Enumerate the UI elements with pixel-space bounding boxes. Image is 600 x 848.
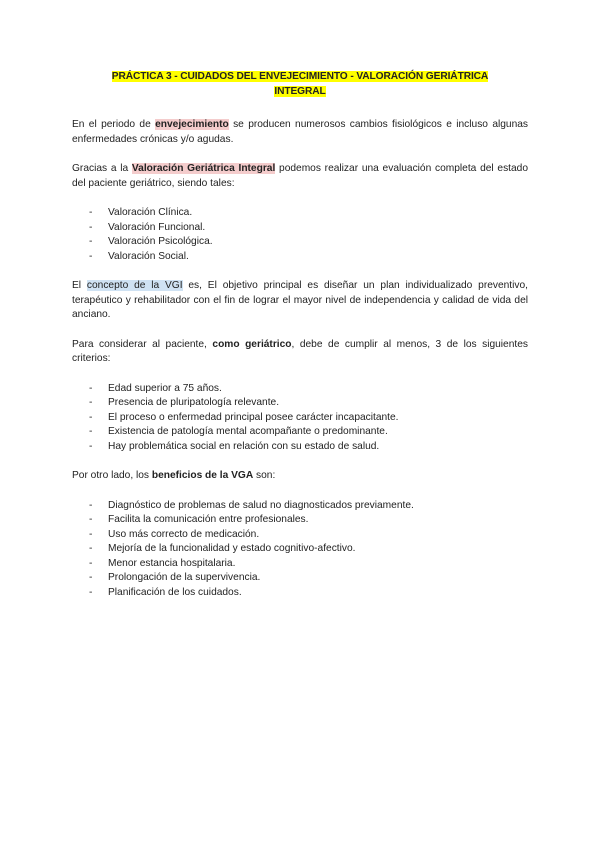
dash-mark: - (89, 382, 93, 394)
dash-mark: - (89, 557, 93, 569)
list-valoraciones (72, 206, 528, 264)
p4-post: , debe de cumplir al menos, 3 de los siguientes criterios: (72, 338, 528, 364)
dash-mark: - (89, 397, 93, 408)
list-item-text: Existencia de patología mental acompañante o predominante. (108, 426, 388, 437)
list-item (72, 206, 528, 221)
list-item-text: El proceso o enfermedad principal posee carácter incapacitante. (108, 411, 399, 423)
list-item (72, 542, 528, 557)
dash-mark: - (89, 411, 93, 423)
list-item-text: Facilita la comunicación entre profesionales. (108, 514, 309, 525)
dash-mark: - (89, 543, 93, 554)
list-item-text: Diagnóstico de problemas de salud no diagnosticados previamente. (108, 499, 414, 511)
dash-mark: - (89, 440, 93, 452)
list-item-text: Hay problemática social en relación con su estado de salud. (108, 440, 380, 452)
bold-beneficios: beneficios de la VGA (151, 470, 254, 481)
highlight-vgi: Valoración Geriátrica Integral (131, 163, 276, 174)
p3-pre: El (72, 280, 87, 291)
dash-mark: - (89, 250, 93, 262)
list-item-text: Planificación de los cuidados. (108, 586, 242, 598)
dash-mark: - (89, 499, 93, 511)
highlight-envejecimiento: envejecimiento (155, 119, 229, 130)
title-line-2: INTEGRAL (274, 86, 326, 97)
p4-pre: Para considerar al paciente, (72, 338, 213, 350)
list-item (72, 382, 528, 397)
list-item (72, 250, 528, 265)
title-line-1: PRÁCTICA 3 - CUIDADOS DEL ENVEJECIMIENTO - VALORACIÓN GERIÁTRICA (111, 71, 489, 82)
dash-mark: - (89, 586, 93, 598)
list-item-text: Mejoría de la funcionalidad y estado cognitivo-afectivo. (108, 543, 356, 554)
paragraph-vgi-intro (72, 162, 528, 191)
list-item (72, 396, 528, 411)
paragraph-concepto-vgi (72, 279, 528, 323)
list-item-text: Prolongación de la supervivencia. (108, 572, 261, 583)
list-item-text: Uso más correcto de medicación. (108, 528, 260, 540)
list-item (72, 586, 528, 601)
paragraph-envejecimiento (72, 118, 528, 147)
dash-mark: - (89, 236, 93, 247)
dash-mark: - (89, 221, 93, 233)
list-item (72, 528, 528, 543)
list-item-text: Valoración Clínica. (108, 207, 193, 218)
p3-post: es, El objetivo principal es diseñar un plan individualizado preventivo, terapéutico y rehabilitador con el fin de lograr el mayor nivel de independencia y calidad de vida del anciano. (72, 280, 528, 320)
p5-post: son: (253, 470, 276, 481)
dash-mark: - (89, 514, 93, 525)
p1-pre: En el periodo de (72, 119, 156, 130)
list-item (72, 425, 528, 440)
list-beneficios (72, 499, 528, 601)
dash-mark: - (89, 528, 93, 540)
list-item-text: Valoración Funcional. (108, 221, 206, 233)
list-item (72, 499, 528, 514)
list-item-text: Menor estancia hospitalaria. (108, 557, 236, 569)
paragraph-criterios (72, 338, 528, 367)
list-item (72, 571, 528, 586)
list-item-text: Presencia de pluripatología relevante. (108, 397, 280, 408)
list-item (72, 221, 528, 236)
p5-pre: Por otro lado, los (72, 470, 152, 481)
list-criterios (72, 382, 528, 455)
list-item-text: Valoración Psicológica. (108, 236, 213, 247)
bold-como-geriatrico: como geriátrico (212, 338, 292, 350)
p1-post: se producen numerosos cambios fisiológicos e incluso algunas enfermedades crónicas y/o agudas. (72, 119, 529, 145)
paragraph-beneficios (72, 469, 528, 484)
list-item (72, 235, 528, 250)
page-title (72, 69, 528, 99)
highlight-concepto: concepto de la VGI (86, 280, 183, 291)
list-item (72, 557, 528, 572)
dash-mark: - (89, 572, 93, 583)
list-item-text: Edad superior a 75 años. (108, 382, 222, 394)
dash-mark: - (89, 207, 93, 218)
document-content (72, 69, 528, 615)
p2-post: podemos realizar una evaluación completa del estado del paciente geriátrico, siendo tales: (72, 163, 529, 189)
list-item (72, 440, 528, 455)
list-item (72, 411, 528, 426)
list-item-text: Valoración Social. (108, 250, 189, 262)
dash-mark: - (89, 426, 93, 437)
list-item (72, 513, 528, 528)
p2-pre: Gracias a la (72, 163, 132, 174)
